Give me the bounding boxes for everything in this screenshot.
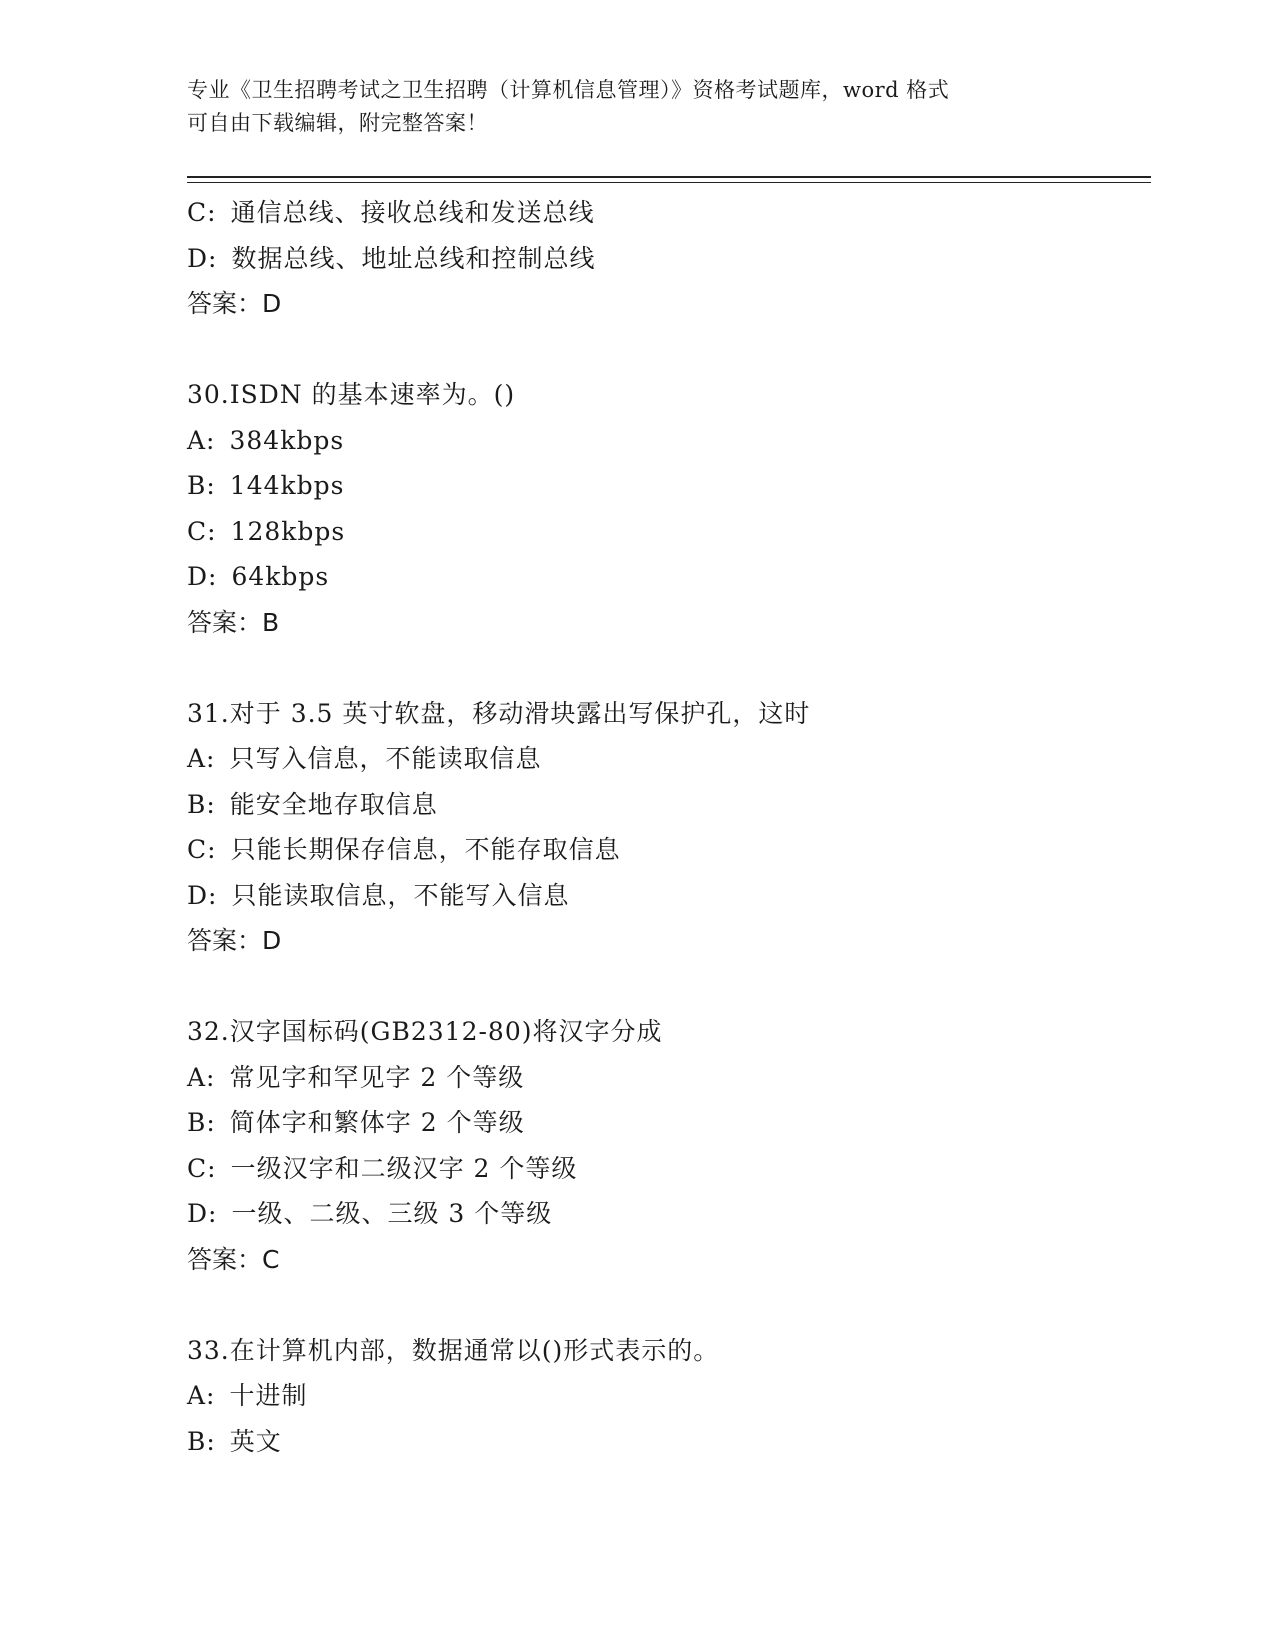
option-key: A: xyxy=(187,1381,216,1410)
answer-line: 答案：D xyxy=(187,926,282,955)
option-text: 通信总线、接收总线和发送总线 xyxy=(230,198,595,227)
option-text: 只能读取信息，不能写入信息 xyxy=(231,880,570,910)
spacer xyxy=(187,964,1151,1010)
spacer xyxy=(187,645,1151,691)
question-33 xyxy=(187,1328,1151,1465)
header-line-1: 专业《卫生招聘考试之卫生招聘（计算机信息管理）》资格考试题库，word 格式 xyxy=(187,78,950,102)
option-key: B: xyxy=(187,1426,216,1456)
header-divider-thin xyxy=(187,182,1151,183)
option-text: 能安全地存取信息 xyxy=(229,789,438,819)
question-stem: 32.汉字国标码(GB2312-80)将汉字分成 xyxy=(187,1017,663,1046)
question-stem: 31.对于 3.5 英寸软盘，移动滑块露出写保护孔，这时 xyxy=(187,698,811,728)
question-30 xyxy=(187,372,1151,645)
option-c xyxy=(187,509,1151,555)
option-b xyxy=(187,463,1151,509)
question-29-continued xyxy=(187,190,1151,327)
option-a xyxy=(187,1373,1151,1419)
question-32 xyxy=(187,1009,1151,1282)
answer-line: 答案：D xyxy=(187,289,282,318)
option-d xyxy=(187,236,1151,282)
option-key: D: xyxy=(187,880,218,910)
option-b xyxy=(187,1100,1151,1146)
answer-line: 答案：C xyxy=(187,1244,280,1274)
option-key: D: xyxy=(187,243,218,273)
question-stem: 33.在计算机内部，数据通常以()形式表示的。 xyxy=(187,1335,720,1365)
option-a xyxy=(187,736,1151,782)
option-key: D: xyxy=(187,562,218,591)
option-text: 英文 xyxy=(229,1426,282,1456)
option-text: 只写入信息，不能读取信息 xyxy=(229,744,542,773)
option-key: A: xyxy=(187,1062,216,1092)
option-text: 数据总线、地址总线和控制总线 xyxy=(231,243,596,273)
option-key: B: xyxy=(187,471,216,500)
option-key: B: xyxy=(187,1108,216,1137)
option-a xyxy=(187,418,1151,464)
question-31 xyxy=(187,691,1151,964)
option-key: C: xyxy=(187,198,217,227)
header-divider-thick xyxy=(187,176,1151,178)
option-d xyxy=(187,873,1151,919)
option-c xyxy=(187,827,1151,873)
option-key: C: xyxy=(187,835,217,864)
option-key: A: xyxy=(187,425,216,455)
option-text: 常见字和罕见字 2 个等级 xyxy=(229,1062,525,1092)
option-text: 一级、二级、三级 3 个等级 xyxy=(231,1199,553,1228)
spacer xyxy=(187,327,1151,373)
option-key: C: xyxy=(187,516,217,546)
option-text: 64kbps xyxy=(231,562,330,591)
option-text: 144kbps xyxy=(229,471,345,500)
option-b xyxy=(187,782,1151,828)
option-text: 简体字和繁体字 2 个等级 xyxy=(229,1108,525,1137)
question-list xyxy=(187,190,1151,1464)
option-text: 384kbps xyxy=(229,425,345,455)
option-text: 十进制 xyxy=(229,1381,308,1410)
option-c xyxy=(187,190,1151,236)
answer-line: 答案：B xyxy=(187,607,280,637)
option-b xyxy=(187,1419,1151,1465)
option-a xyxy=(187,1055,1151,1101)
option-d xyxy=(187,1191,1151,1237)
option-text: 一级汉字和二级汉字 2 个等级 xyxy=(230,1153,578,1183)
spacer xyxy=(187,1282,1151,1328)
option-c xyxy=(187,1146,1151,1192)
option-key: C: xyxy=(187,1153,217,1183)
option-text: 128kbps xyxy=(230,516,346,546)
option-key: B: xyxy=(187,789,216,819)
option-text: 只能长期保存信息，不能存取信息 xyxy=(230,835,621,864)
option-key: D: xyxy=(187,1199,218,1228)
question-stem: 30.ISDN 的基本速率为。() xyxy=(187,380,516,409)
document-header xyxy=(187,74,1087,140)
option-d xyxy=(187,554,1151,600)
header-line-2: 可自由下载编辑，附完整答案！ xyxy=(187,111,488,135)
option-key: A: xyxy=(187,744,216,773)
